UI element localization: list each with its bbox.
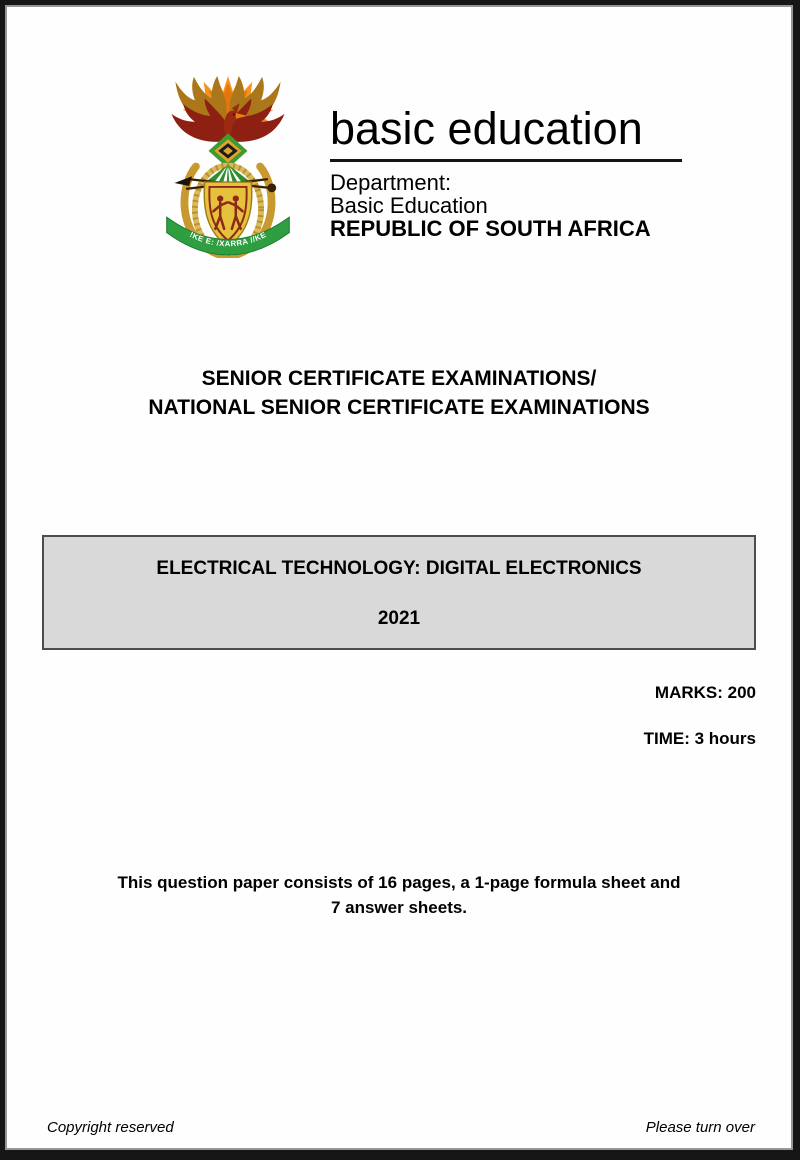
brand-wordmark: basic education bbox=[330, 103, 643, 154]
department-logo-block bbox=[330, 105, 682, 241]
exam-heading-line1: SENIOR CERTIFICATE EXAMINATIONS/ bbox=[201, 367, 597, 390]
department-name: Basic Education bbox=[330, 193, 488, 218]
brand-underline bbox=[330, 159, 682, 162]
exam-heading-line2: NATIONAL SENIOR CERTIFICATE EXAMINATIONS bbox=[148, 396, 650, 419]
exam-heading bbox=[7, 364, 791, 422]
paper-contents-note-line1: This question paper consists of 16 pages, a 1-page formula sheet and bbox=[117, 873, 681, 892]
coat-of-arms-motto: !KE E: /XARRA //KE bbox=[188, 230, 268, 249]
paper-contents-note-line2: 7 answer sheets. bbox=[330, 898, 468, 917]
exam-details bbox=[644, 683, 756, 749]
copyright-notice: Copyright reserved bbox=[47, 1119, 174, 1136]
paper-contents-note bbox=[7, 870, 791, 920]
time-value: TIME: 3 hours bbox=[643, 729, 756, 748]
subject-year: 2021 bbox=[377, 608, 421, 629]
subject-box bbox=[42, 535, 756, 650]
south-africa-coat-of-arms-icon bbox=[155, 73, 301, 258]
country-name: REPUBLIC OF SOUTH AFRICA bbox=[330, 216, 651, 241]
turn-over-notice: Please turn over bbox=[645, 1119, 755, 1136]
page-footer bbox=[7, 1119, 791, 1136]
department-label: Department: bbox=[330, 170, 452, 195]
exam-paper-page bbox=[5, 5, 793, 1150]
marks-value: MARKS: 200 bbox=[654, 683, 756, 702]
subject-title: ELECTRICAL TECHNOLOGY: DIGITAL ELECTRONICS bbox=[156, 558, 642, 579]
